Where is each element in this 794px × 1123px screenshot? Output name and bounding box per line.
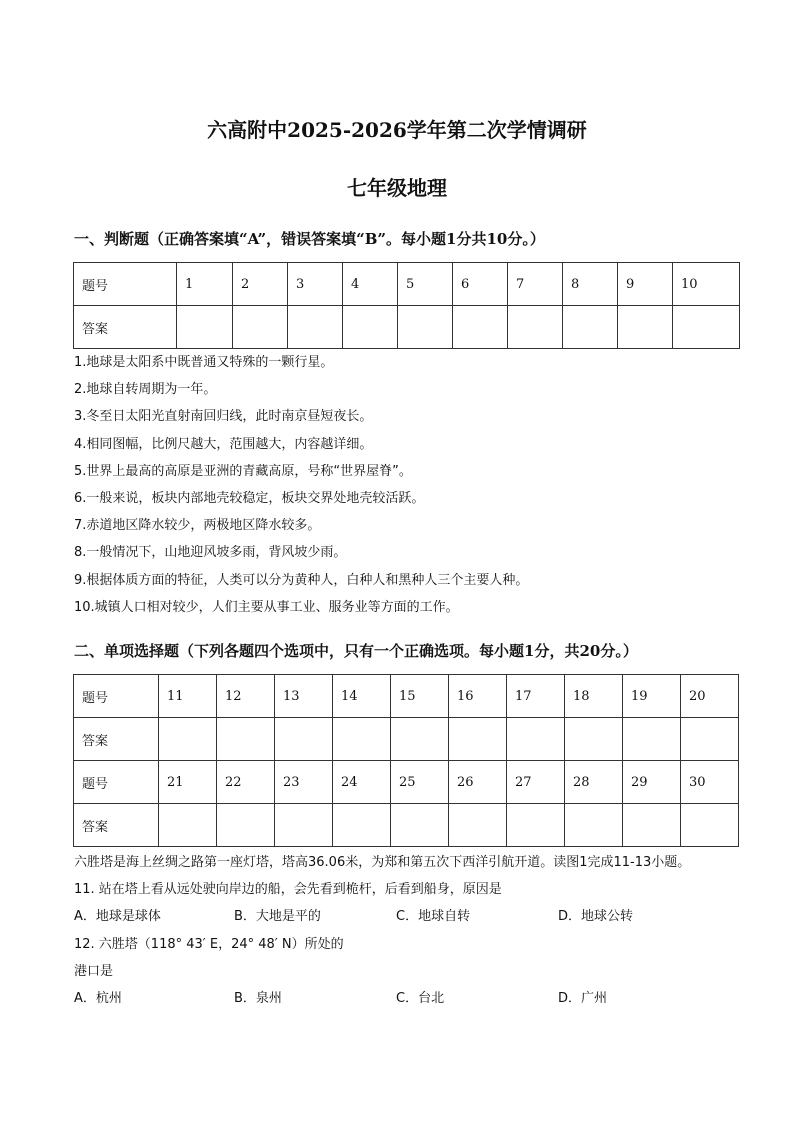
table2-answer-row [74, 804, 739, 847]
answer-cell[interactable] [565, 804, 623, 847]
judgment-question: 8.一般情况下，山地迎风坡多雨，背风坡少雨。 [74, 545, 347, 560]
question-number: 12 [217, 675, 275, 718]
question-12-stem: 12. 六胜塔（118° 43′ E，24° 48′ N）所处的 [74, 937, 344, 952]
answer-cell[interactable] [673, 306, 740, 349]
q11-option-a: A．地球是球体 [74, 909, 161, 924]
question-12-stem-cont: 港口是 [74, 964, 114, 979]
answer-cell[interactable] [507, 804, 565, 847]
question-number: 2 [233, 263, 288, 306]
q11-option-c: C．地球自转 [396, 909, 471, 924]
q12-option-a: A．杭州 [74, 991, 122, 1006]
row-label: 答案 [74, 306, 177, 349]
judgment-question: 3.冬至日太阳光直射南回归线，此时南京昼短夜长。 [74, 409, 373, 424]
question-number: 29 [623, 761, 681, 804]
question-number: 26 [449, 761, 507, 804]
question-number: 10 [673, 263, 740, 306]
row-label: 题号 [74, 761, 159, 804]
judgment-question: 1.地球是太阳系中既普通又特殊的一颗行星。 [74, 355, 334, 370]
question-11-stem: 11. 站在塔上看从远处驶向岸边的船，会先看到桅杆，后看到船身，原因是 [74, 882, 502, 897]
question-number: 25 [391, 761, 449, 804]
table1-answer-row [74, 306, 740, 349]
q12-option-b: B．泉州 [234, 991, 282, 1006]
question-number: 3 [288, 263, 343, 306]
row-label: 答案 [74, 718, 159, 761]
row-label: 题号 [74, 675, 159, 718]
answer-cell[interactable] [623, 718, 681, 761]
question-number: 1 [177, 263, 233, 306]
question-number: 15 [391, 675, 449, 718]
question-number: 16 [449, 675, 507, 718]
question-number: 21 [159, 761, 217, 804]
answer-cell[interactable] [391, 804, 449, 847]
judgment-question: 2.地球自转周期为一年。 [74, 382, 217, 397]
judgment-question: 6.一般来说，板块内部地壳较稳定，板块交界处地壳较活跃。 [74, 491, 425, 506]
q11-option-b: B．大地是平的 [234, 909, 321, 924]
table2-number-row [74, 675, 739, 718]
question-number: 8 [563, 263, 618, 306]
exam-title: 六高附中2025-2026学年第二次学情调研 [207, 118, 587, 142]
table1-number-row [74, 263, 740, 306]
question-number: 4 [343, 263, 398, 306]
answer-cell[interactable] [449, 718, 507, 761]
question-number: 20 [681, 675, 739, 718]
answer-cell[interactable] [333, 718, 391, 761]
question-number: 13 [275, 675, 333, 718]
answer-cell[interactable] [217, 718, 275, 761]
judgment-question: 7.赤道地区降水较少，两极地区降水较多。 [74, 518, 321, 533]
answer-cell[interactable] [681, 804, 739, 847]
q12-option-d: D．广州 [558, 991, 608, 1006]
question-number: 28 [565, 761, 623, 804]
answer-table-2 [73, 674, 739, 847]
judgment-question: 10.城镇人口相对较少，人们主要从事工业、服务业等方面的工作。 [74, 600, 459, 615]
answer-cell[interactable] [275, 718, 333, 761]
answer-cell[interactable] [565, 718, 623, 761]
answer-cell[interactable] [275, 804, 333, 847]
passage-intro: 六胜塔是海上丝绸之路第一座灯塔，塔高36.06米，为郑和第五次下西洋引航开道。读图1完成11-13小题。 [74, 855, 691, 870]
section2-heading: 二、单项选择题（下列各题四个选项中，只有一个正确选项。每小题1分，共20分。） [74, 642, 638, 660]
answer-cell[interactable] [343, 306, 398, 349]
answer-cell[interactable] [233, 306, 288, 349]
table2-answer-row [74, 718, 739, 761]
question-number: 23 [275, 761, 333, 804]
question-number: 14 [333, 675, 391, 718]
judgment-question: 9.根据体质方面的特征，人类可以分为黄种人，白种人和黑种人三个主要人种。 [74, 573, 529, 588]
answer-cell[interactable] [618, 306, 673, 349]
q12-option-c: C．台北 [396, 991, 445, 1006]
answer-cell[interactable] [159, 804, 217, 847]
answer-cell[interactable] [177, 306, 233, 349]
question-number: 18 [565, 675, 623, 718]
answer-cell[interactable] [217, 804, 275, 847]
question-number: 19 [623, 675, 681, 718]
question-number: 30 [681, 761, 739, 804]
question-number: 9 [618, 263, 673, 306]
exam-subtitle: 七年级地理 [347, 176, 447, 200]
answer-cell[interactable] [507, 718, 565, 761]
question-number: 11 [159, 675, 217, 718]
answer-cell[interactable] [623, 804, 681, 847]
row-label: 答案 [74, 804, 159, 847]
answer-table-1 [73, 262, 740, 349]
row-label: 题号 [74, 263, 177, 306]
answer-cell[interactable] [159, 718, 217, 761]
answer-cell[interactable] [449, 804, 507, 847]
question-number: 7 [508, 263, 563, 306]
answer-cell[interactable] [398, 306, 453, 349]
judgment-question: 5.世界上最高的高原是亚洲的青藏高原，号称“世界屋脊”。 [74, 464, 412, 479]
section1-heading: 一、判断题（正确答案填“A”，错误答案填“B”。每小题1分共10分。） [74, 230, 545, 248]
answer-cell[interactable] [453, 306, 508, 349]
answer-cell[interactable] [333, 804, 391, 847]
question-number: 22 [217, 761, 275, 804]
question-number: 5 [398, 263, 453, 306]
question-number: 24 [333, 761, 391, 804]
q11-option-d: D．地球公转 [558, 909, 634, 924]
question-number: 6 [453, 263, 508, 306]
answer-cell[interactable] [563, 306, 618, 349]
table2-number-row [74, 761, 739, 804]
answer-cell[interactable] [391, 718, 449, 761]
question-number: 17 [507, 675, 565, 718]
answer-cell[interactable] [681, 718, 739, 761]
answer-cell[interactable] [288, 306, 343, 349]
judgment-question: 4.相同图幅，比例尺越大，范围越大，内容越详细。 [74, 437, 373, 452]
question-number: 27 [507, 761, 565, 804]
answer-cell[interactable] [508, 306, 563, 349]
